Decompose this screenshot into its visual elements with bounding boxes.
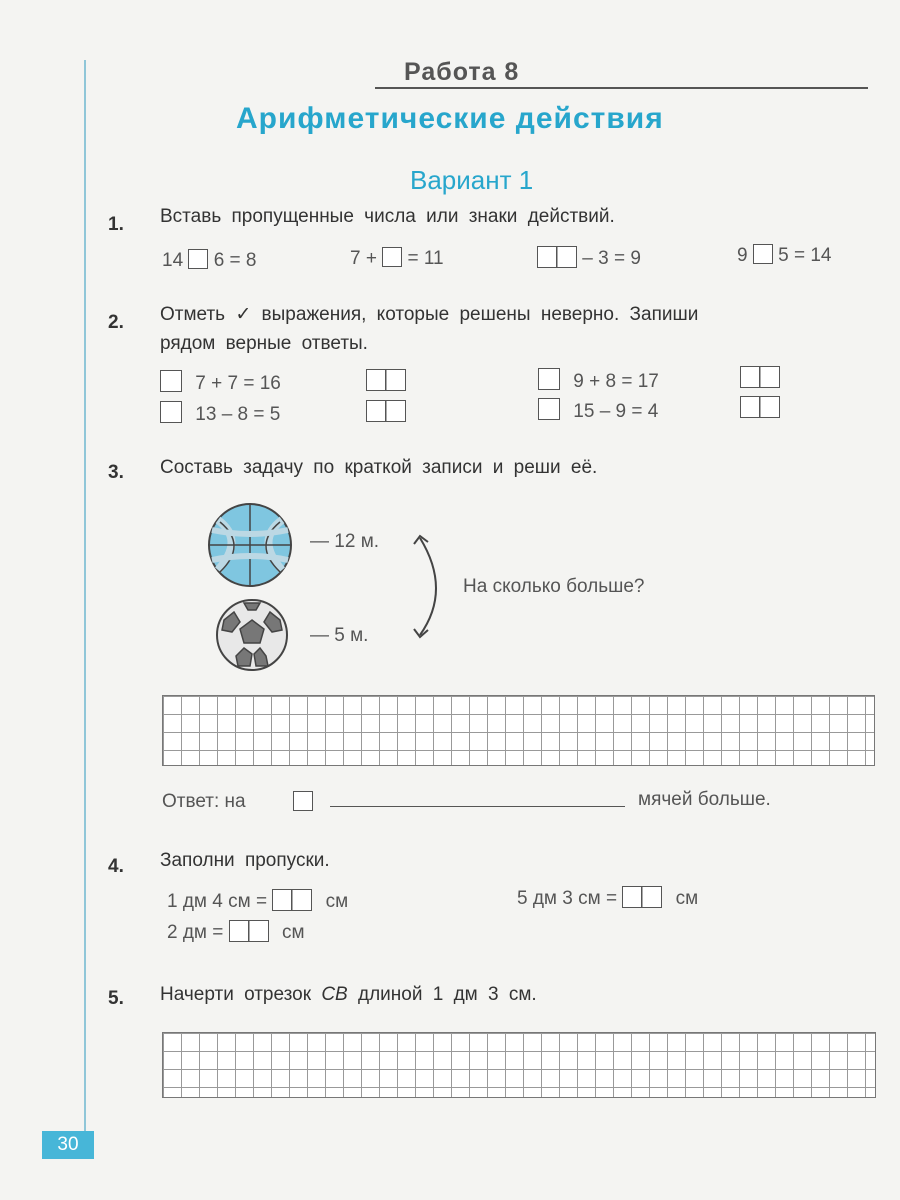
expr4-left: 9 xyxy=(737,245,748,266)
segment-name: CB xyxy=(321,984,348,1005)
task5-text xyxy=(160,984,537,1006)
task4-number: 4. xyxy=(108,856,124,877)
page-number: 30 xyxy=(42,1131,94,1159)
task2-expr: 13 – 8 = 5 xyxy=(195,404,281,425)
task1-expr4 xyxy=(737,244,832,267)
task5-number: 5. xyxy=(108,988,124,1009)
header-rule xyxy=(375,87,868,89)
question-text: На сколько больше? xyxy=(463,576,645,597)
task5-text-post: длиной 1 дм 3 см. xyxy=(358,984,537,1005)
answer-box[interactable] xyxy=(188,249,208,269)
task2-expr: 15 – 9 = 4 xyxy=(573,401,659,422)
task5-text-pre: Начерти отрезок xyxy=(160,984,312,1005)
answer-box[interactable] xyxy=(753,244,773,264)
expr4-right: 5 = 14 xyxy=(778,245,832,266)
solution-grid[interactable] xyxy=(162,695,875,766)
answer-box[interactable] xyxy=(382,247,402,267)
task1-expr2 xyxy=(350,247,444,270)
answer-double-box[interactable] xyxy=(740,366,780,388)
expr1-left: 14 xyxy=(162,250,184,271)
basketball-icon xyxy=(209,504,291,586)
task2-line1: Отметь ✓ выражения, которые решены неверно. Запиши xyxy=(160,304,699,325)
answer-double-box[interactable] xyxy=(537,246,577,268)
task3-text: Составь задачу по краткой записи и реши её. xyxy=(160,457,598,478)
task2-expr: 7 + 7 = 16 xyxy=(195,373,281,394)
work-title: Работа 8 xyxy=(404,58,520,86)
margin-line xyxy=(84,60,86,1140)
task2-expr: 9 + 8 = 17 xyxy=(573,371,659,392)
task2-number: 2. xyxy=(108,312,124,333)
conversion-left: 5 дм 3 см = xyxy=(517,888,618,909)
task1-text: Вставь пропущенные числа или знаки действий. xyxy=(160,206,615,227)
task1-expr1 xyxy=(162,249,257,272)
task4-text: Заполни пропуски. xyxy=(160,850,330,871)
answer-double-box[interactable] xyxy=(366,400,406,422)
expr2-left: 7 + xyxy=(350,248,377,269)
answer-prefix: Ответ: на xyxy=(162,791,246,812)
answer-box[interactable] xyxy=(293,791,313,811)
conversion-left: 1 дм 4 см = xyxy=(167,891,268,912)
task1-number: 1. xyxy=(108,214,124,235)
check-box[interactable] xyxy=(538,398,560,420)
answer-double-box[interactable] xyxy=(229,920,269,942)
conversion-unit: см xyxy=(675,888,699,909)
task4-item-c xyxy=(167,920,305,944)
answer-double-box[interactable] xyxy=(740,396,780,418)
answer-double-box[interactable] xyxy=(272,889,312,911)
page-title: Арифметические действия xyxy=(236,102,664,135)
check-box[interactable] xyxy=(160,401,182,423)
answer-double-box[interactable] xyxy=(366,369,406,391)
answer-double-box[interactable] xyxy=(622,886,662,908)
soccer-ball-icon xyxy=(217,600,287,670)
conversion-unit: см xyxy=(325,891,349,912)
check-box[interactable] xyxy=(538,368,560,390)
variant-title: Вариант 1 xyxy=(410,165,534,195)
task3-number: 3. xyxy=(108,462,124,483)
conversion-left: 2 дм = xyxy=(167,922,224,943)
task3-illustration xyxy=(200,500,500,690)
expr1-right: 6 = 8 xyxy=(213,250,257,271)
task2-row1-left xyxy=(160,370,281,395)
expr2-right: = 11 xyxy=(407,248,444,269)
expr3-right: – 3 = 9 xyxy=(582,248,641,269)
check-box[interactable] xyxy=(160,370,182,392)
conversion-unit: см xyxy=(281,922,305,943)
basketball-count: — 12 м. xyxy=(310,531,380,552)
answer-suffix: мячей больше. xyxy=(638,789,771,810)
task1-expr3 xyxy=(537,246,641,270)
answer-line[interactable] xyxy=(330,806,625,807)
task4-item-b xyxy=(517,886,698,910)
drawing-grid[interactable] xyxy=(162,1032,876,1098)
task2-row1-right xyxy=(538,368,659,393)
task2-line2: рядом верные ответы. xyxy=(160,333,368,354)
bracket-arrow-icon xyxy=(414,536,436,637)
task2-row2-left xyxy=(160,401,280,426)
task4-item-a xyxy=(167,889,348,913)
soccer-count: — 5 м. xyxy=(310,625,369,646)
task2-row2-right xyxy=(538,398,658,423)
